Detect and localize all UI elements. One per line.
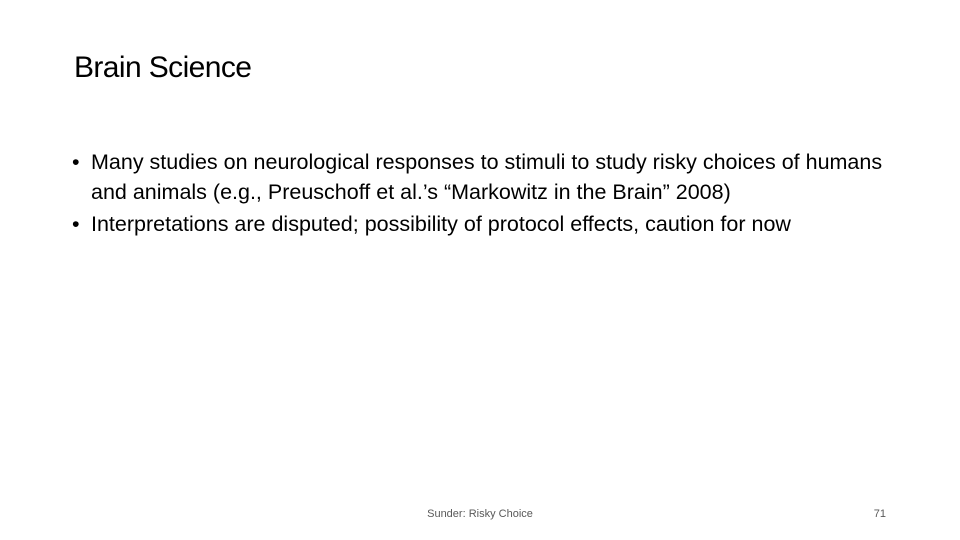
bullet-list (72, 147, 892, 241)
slide-title: Brain Science (74, 51, 252, 84)
bullet-text: Many studies on neurological responses to stimuli to study risky choices of humans and animals (e.g., Preuschoff et al.’s “Markowitz in the Brain” 2008) (91, 150, 883, 204)
bullet-icon: • (72, 212, 80, 236)
bullet-text: Interpretations are disputed; possibility of protocol effects, caution for now (91, 212, 791, 236)
page-number: 71 (873, 508, 886, 520)
bullet-icon: • (72, 150, 80, 174)
footer-text: Sunder: Risky Choice (427, 508, 533, 520)
bullet-item (72, 209, 892, 239)
bullet-item (72, 147, 892, 207)
